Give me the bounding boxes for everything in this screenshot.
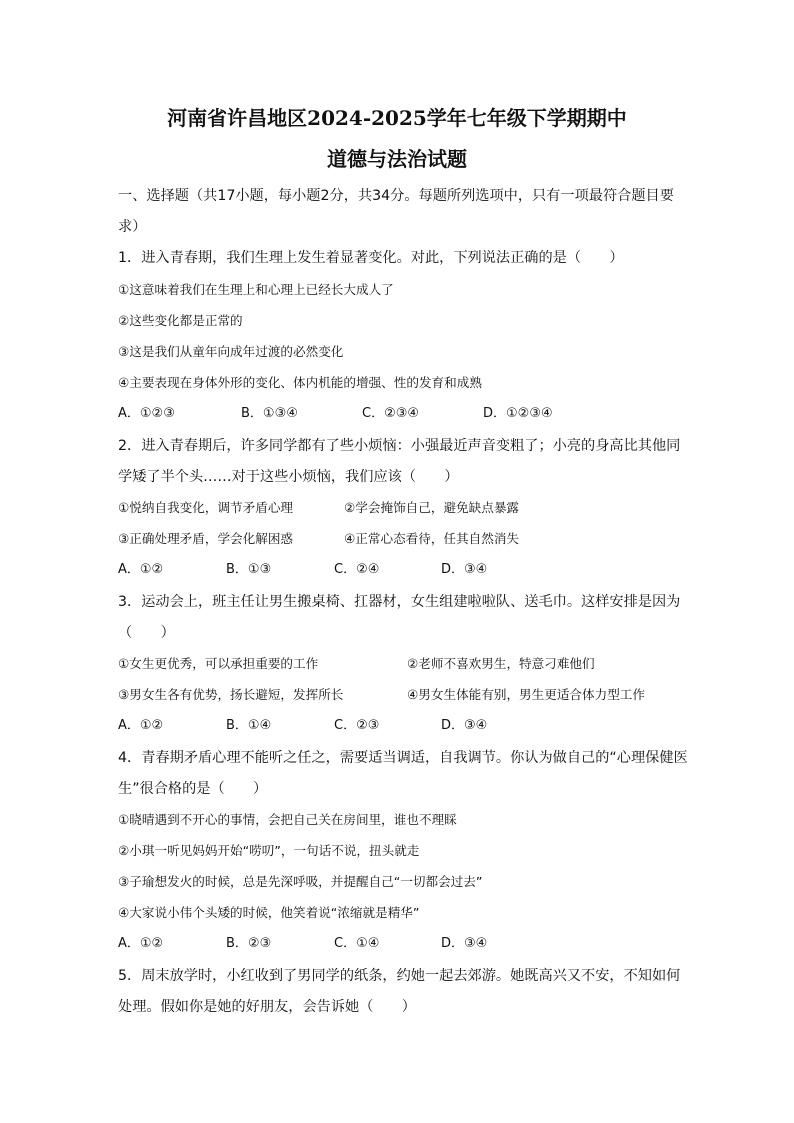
question-3-statement-1: ①女生更优秀，可以承担重要的工作 xyxy=(118,656,319,671)
question-4-statement-2: ②小琪一听见妈妈开始“唠叨”，一句话不说，扭头就走 xyxy=(118,843,420,858)
choice-c: C．②④ xyxy=(334,562,380,577)
question-3-statements-row-2 xyxy=(118,685,688,705)
question-4-choices xyxy=(118,934,688,954)
choice-d: D．①②③④ xyxy=(483,406,553,421)
choice-b: B．②③ xyxy=(226,936,272,951)
question-1-statement-2: ②这些变化都是正常的 xyxy=(118,313,243,328)
choice-c: C．②③④ xyxy=(362,406,420,421)
question-1-statement-3: ③这是我们从童年向成年过渡的必然变化 xyxy=(118,344,344,359)
choice-a: A．①② xyxy=(118,562,164,577)
choice-c: C．②③ xyxy=(334,718,380,733)
choice-d: D．③④ xyxy=(441,936,488,951)
question-2-statement-4: ④正常心态看待，任其自然消失 xyxy=(344,531,520,546)
choice-b: B．①③ xyxy=(226,562,272,577)
question-4-statement-4: ④大家说小伟个头矮的时候，他笑着说“浓缩就是精华” xyxy=(118,905,420,920)
choice-d: D．③④ xyxy=(441,562,488,577)
question-1-stem: 1．进入青春期，我们生理上发生着显著变化。对此，下列说法正确的是（ ） xyxy=(118,250,624,266)
question-2-choices xyxy=(118,560,688,580)
question-2-statement-1: ①悦纳自我变化，调节矛盾心理 xyxy=(118,500,294,515)
question-2-statement-2: ②学会掩饰自己，避免缺点暴露 xyxy=(344,500,520,515)
section-instructions-line-1: 一、选择题（共17小题，每小题2分，共34分。每题所列选项中，只有一项最符合题目要 xyxy=(118,188,674,204)
choice-a: A．①② xyxy=(118,718,164,733)
exam-subtitle: 道德与法治试题 xyxy=(327,147,467,171)
question-3-statement-2: ②老师不喜欢男生，特意刁难他们 xyxy=(407,656,595,671)
question-3-stem-line-1: 3．运动会上，班主任让男生搬桌椅、扛器材，女生组建啦啦队、送毛巾。这样安排是因为 xyxy=(118,594,681,610)
choice-a: A．①② xyxy=(118,936,164,951)
question-3-statement-3: ③男女生各有优势，扬长避短，发挥所长 xyxy=(118,687,344,702)
question-4-stem-line-2: 生”很合格的是（ ） xyxy=(118,781,268,797)
question-3-choices xyxy=(118,716,688,736)
question-3-statements-row-1 xyxy=(118,654,688,674)
question-1-choices xyxy=(118,404,688,424)
question-1-statement-1: ①这意味着我们在生理上和心理上已经长大成人了 xyxy=(118,282,394,297)
question-3-stem-line-2: （ ） xyxy=(118,625,175,641)
question-4-statement-3: ③子瑜想发火的时候，总是先深呼吸，并提醒自己“一切都会过去” xyxy=(118,874,483,889)
choice-c: C．①④ xyxy=(334,936,380,951)
question-5-stem-line-2: 处理。假如你是她的好朋友，会告诉她（ ） xyxy=(118,999,416,1015)
question-3-statement-4: ④男女生体能有别，男生更适合体力型工作 xyxy=(407,687,645,702)
choice-b: B．①④ xyxy=(226,718,272,733)
question-2-statements-row-1 xyxy=(118,498,688,518)
question-5-stem-line-1: 5．周末放学时，小红收到了男同学的纸条，约她一起去郊游。她既高兴又不安，不知如何 xyxy=(118,968,681,984)
question-4-stem-line-1: 4．青春期矛盾心理不能听之任之，需要适当调适，自我调节。你认为做自己的“心理保健医 xyxy=(118,750,688,766)
question-2-statement-3: ③正确处理矛盾，学会化解困惑 xyxy=(118,531,294,546)
question-4-statement-1: ①晓晴遇到不开心的事情，会把自己关在房间里，谁也不理睬 xyxy=(118,812,457,827)
question-2-statements-row-2 xyxy=(118,529,688,549)
exam-title: 河南省许昌地区2024-2025学年七年级下学期期中 xyxy=(167,106,627,130)
question-2-stem-line-1: 2．进入青春期后，许多同学都有了些小烦恼：小强最近声音变粗了；小亮的身高比其他同 xyxy=(118,438,681,454)
section-instructions-line-2: 求） xyxy=(118,219,147,235)
choice-a: A．①②③ xyxy=(118,406,175,421)
choice-d: D．③④ xyxy=(441,718,488,733)
choice-b: B．①③④ xyxy=(241,406,298,421)
question-1-statement-4: ④主要表现在身体外形的变化、体内机能的增强、性的发育和成熟 xyxy=(118,375,482,390)
question-2-stem-line-2: 学矮了半个头……对于这些小烦恼，我们应该（ ） xyxy=(118,469,459,485)
